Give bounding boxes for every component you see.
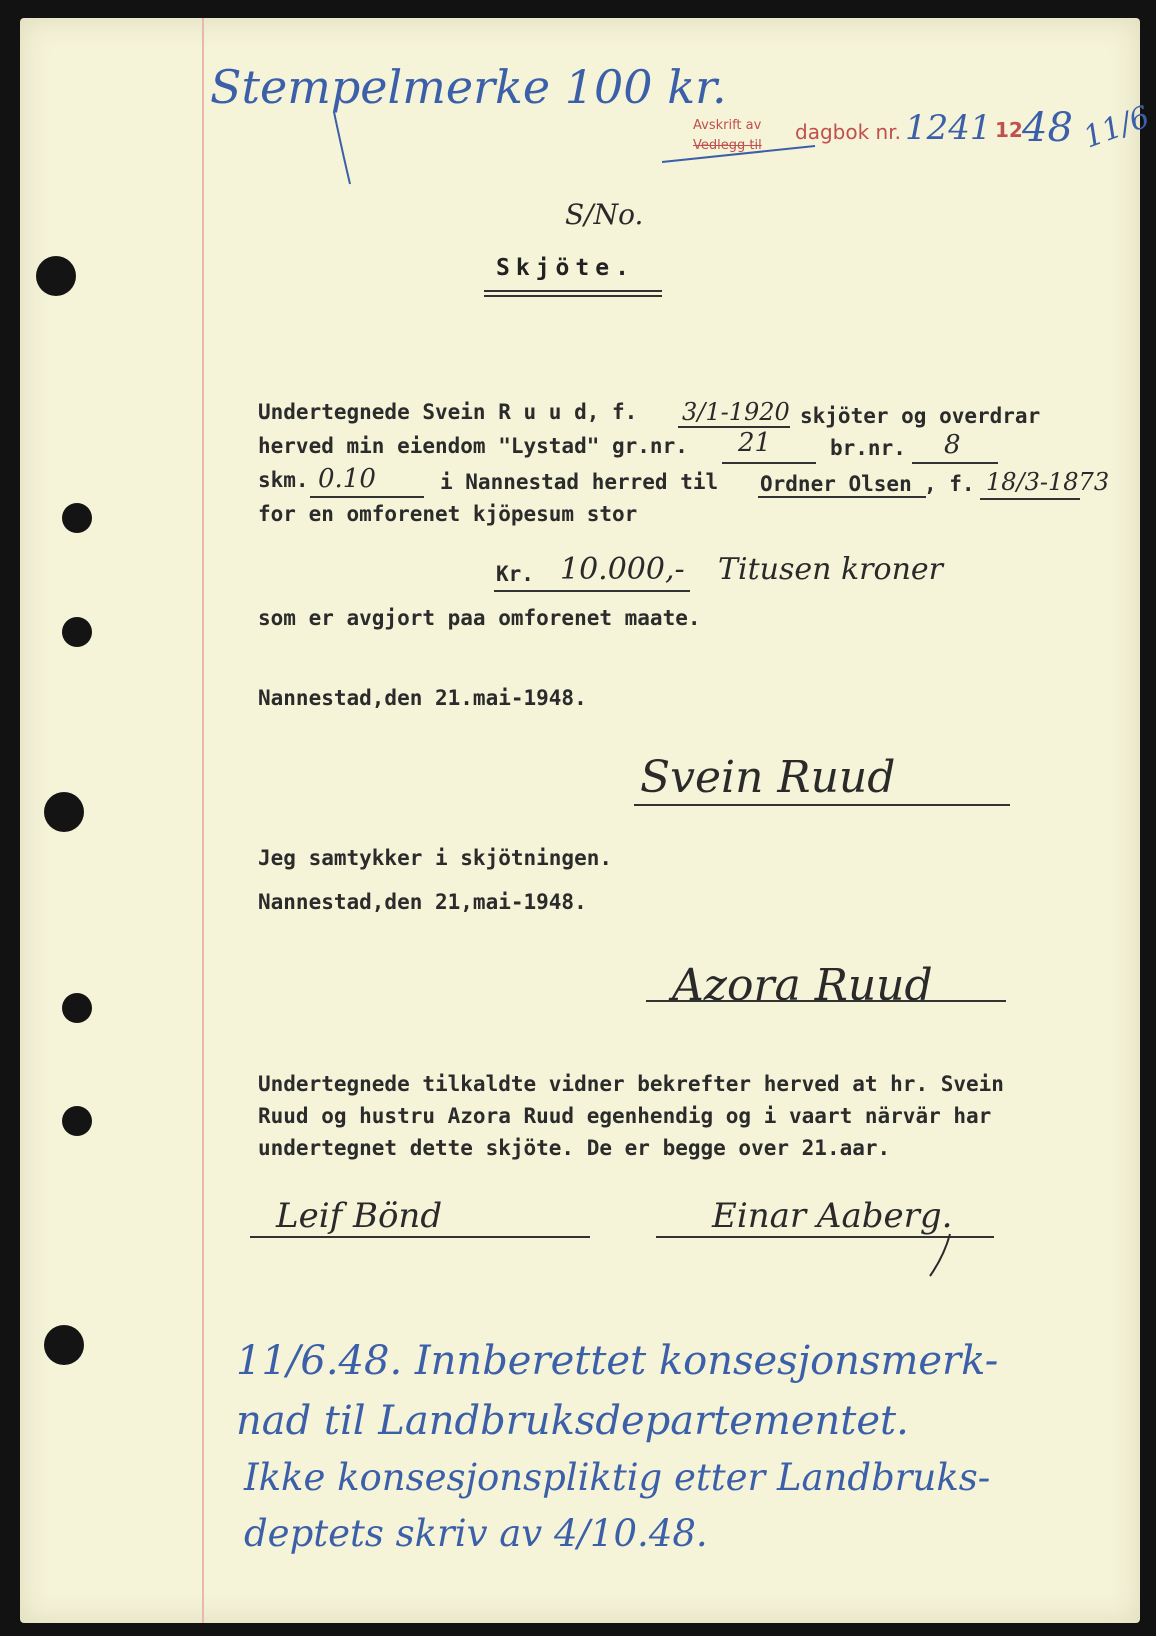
p1-line3-b: i Nannestad herred til <box>440 470 719 494</box>
registry-year: 48 <box>1022 105 1073 151</box>
document-title: Skjöte. <box>496 255 635 281</box>
registry-date: 11/6 <box>1079 99 1155 156</box>
p1-line2-a: herved min eiendom "Lystad" gr.nr. <box>258 434 688 458</box>
place-date-1: Nannestad,den 21.mai-1948. <box>258 686 587 710</box>
p1-buyer-birth: 18/3-1873 <box>986 468 1110 496</box>
signature-2-line <box>646 1000 1006 1002</box>
consent-text: Jeg samtykker i skjötningen. <box>258 846 613 870</box>
p1-birth-line <box>678 426 790 428</box>
p1-line3-a: skm. <box>258 468 309 492</box>
title-underline <box>484 290 662 297</box>
witness-signature-2: Einar Aaberg. <box>712 1196 953 1236</box>
annotation-line4: deptets skriv av 4/10.48. <box>244 1512 708 1555</box>
punch-hole <box>44 1325 84 1365</box>
registry-number: 1241 <box>905 108 992 148</box>
p1-line2-b: br.nr. <box>830 436 906 460</box>
place-date-2: Nannestad,den 21,mai-1948. <box>258 890 587 914</box>
witness-1-line <box>250 1236 590 1238</box>
stamp-note-stroke <box>330 110 360 190</box>
annotation-line2: nad til Landbruksdepartementet. <box>236 1398 909 1444</box>
p1-buyer-line <box>758 496 926 498</box>
p1-birth: 3/1-1920 <box>682 398 790 426</box>
stamp-note-handwritten: Stempelmerke 100 kr. <box>210 60 727 114</box>
p1-buyer-birth-line <box>980 498 1080 500</box>
witness-line3: undertegnet dette skjöte. De er begge over 21.aar. <box>258 1136 891 1160</box>
punch-hole <box>62 617 92 647</box>
witness-line1: Undertegnede tilkaldte vidner bekrefter herved at hr. Svein <box>258 1072 1004 1096</box>
price-prefix: Kr. <box>496 562 534 586</box>
price-line <box>494 590 690 592</box>
p1-line1-a: Undertegnede Svein R u u d, f. <box>258 400 638 424</box>
margin-rule <box>202 18 204 1623</box>
registry-stamp-text: dagbok nr. <box>795 120 901 144</box>
annotation-line1: 11/6.48. Innberettet konsesjonsmerk- <box>236 1338 999 1384</box>
p1-grnr-line <box>722 462 816 464</box>
initials: S/No. <box>565 198 644 231</box>
punch-hole <box>62 993 92 1023</box>
punch-hole <box>44 792 84 832</box>
p1-skm-line <box>310 496 424 498</box>
registry-stamp-line2: Vedlegg til <box>693 138 762 153</box>
p1-line3-c: , f. <box>924 472 975 496</box>
registry-stamp-mark: 12 <box>995 118 1023 142</box>
price-amount: 10.000,- <box>560 552 685 587</box>
signature-svein-ruud: Svein Ruud <box>640 752 896 803</box>
p1-brnr: 8 <box>944 430 961 460</box>
punch-hole <box>36 256 76 296</box>
p2: som er avgjort paa omforenet maate. <box>258 606 701 630</box>
witness-2-flourish <box>920 1232 960 1282</box>
p1-grnr: 21 <box>738 428 772 458</box>
p1-brnr-line <box>912 462 998 464</box>
registry-stamp-line1: Avskrift av <box>693 118 762 133</box>
punch-hole <box>62 1106 92 1136</box>
punch-hole <box>62 503 92 533</box>
p1-buyer: Ordner Olsen <box>760 472 912 496</box>
signature-azora-ruud: Azora Ruud <box>672 960 933 1011</box>
price-words: Titusen kroner <box>718 552 943 587</box>
p1-line4: for en omforenet kjöpesum stor <box>258 502 638 526</box>
witness-line2: Ruud og hustru Azora Ruud egenhendig og i vaart närvär har <box>258 1104 992 1128</box>
signature-1-line <box>634 804 1010 806</box>
annotation-line3: Ikke konsesjonspliktig etter Landbruks- <box>244 1456 991 1499</box>
witness-signature-1: Leif Bönd <box>276 1196 443 1236</box>
p1-skm: 0.10 <box>318 464 376 494</box>
p1-line1-b: skjöter og overdrar <box>800 404 1041 428</box>
